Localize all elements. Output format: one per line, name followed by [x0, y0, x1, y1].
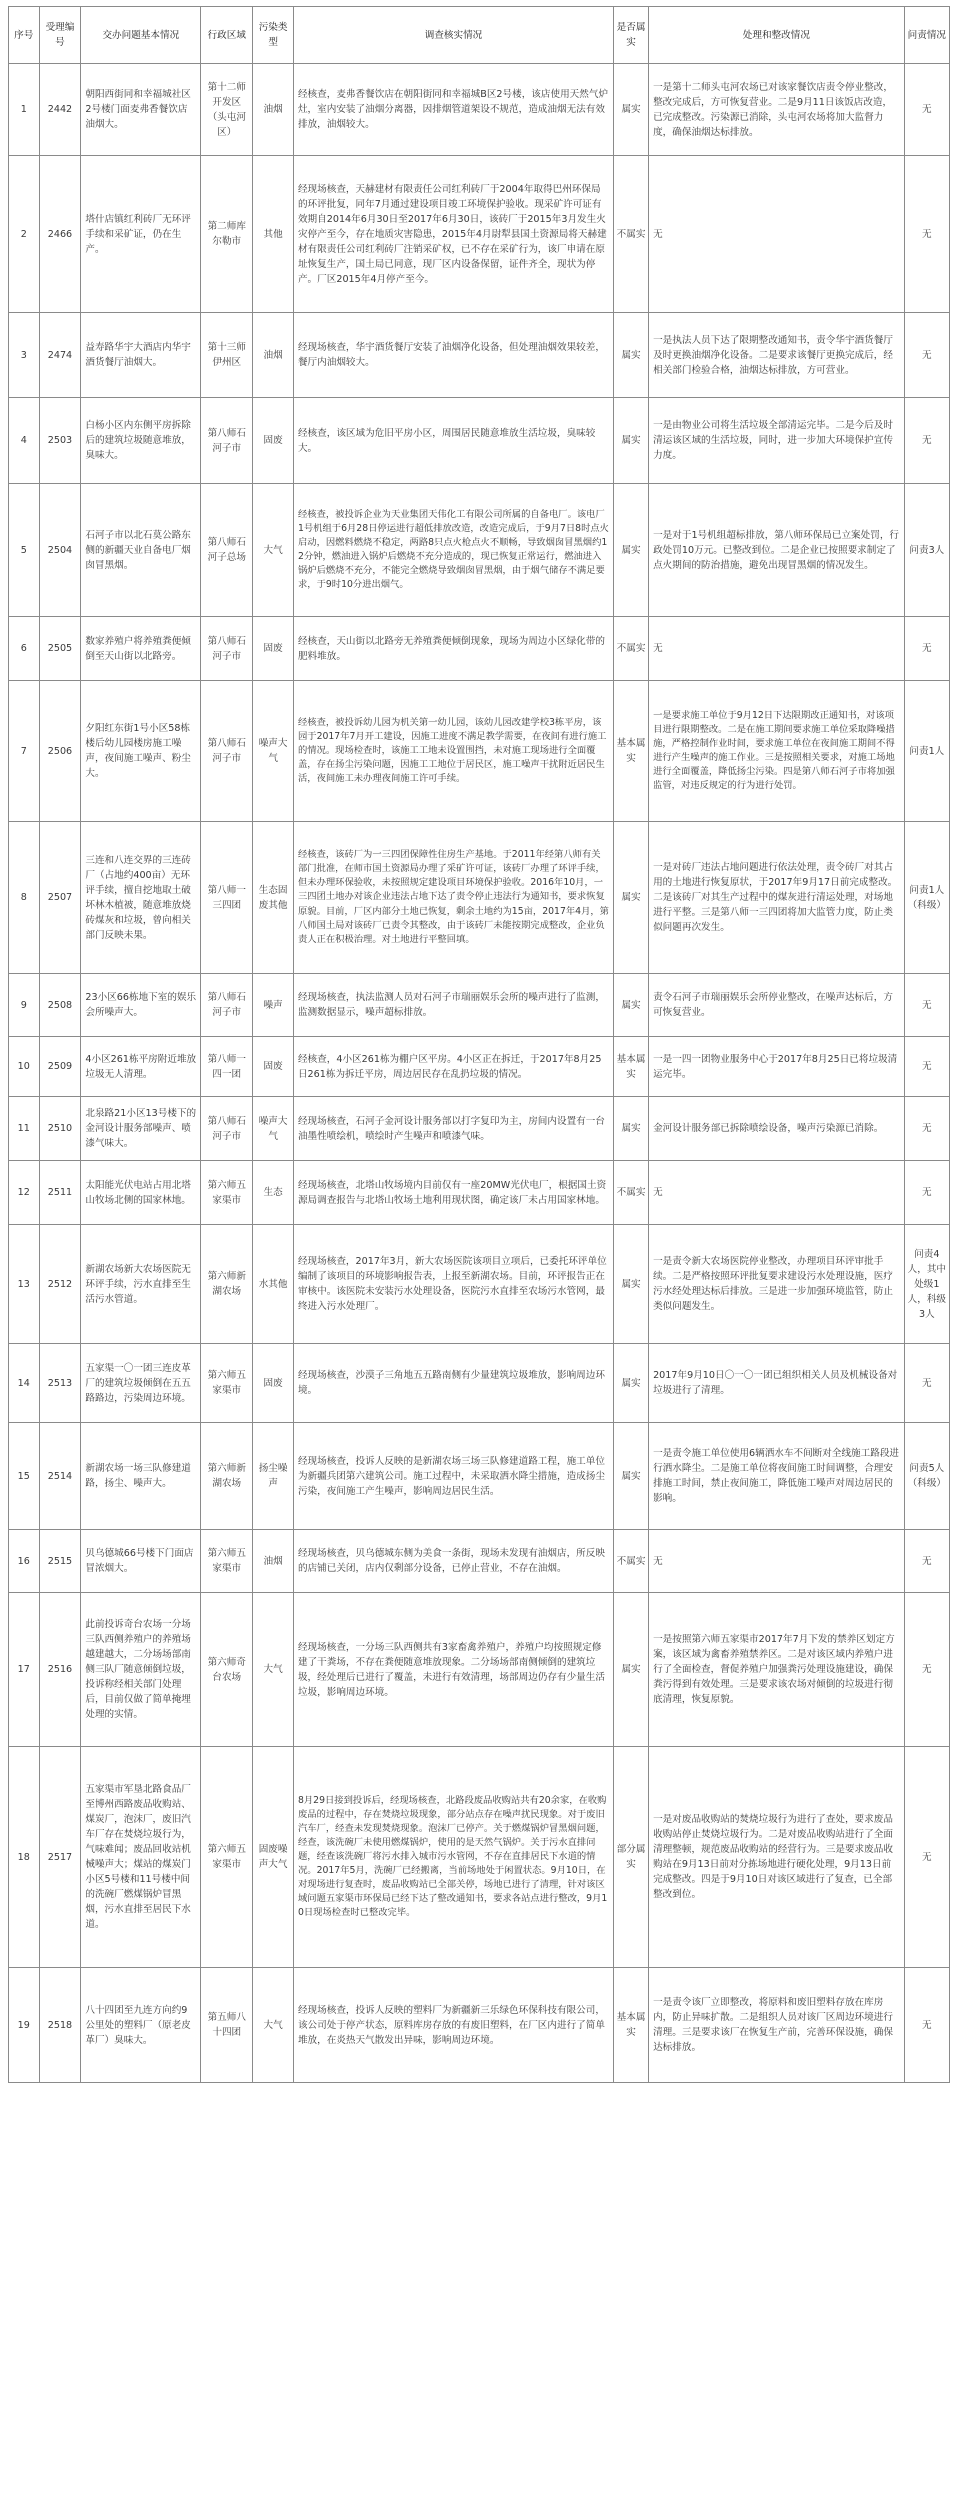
cell-id: 2509	[39, 1037, 81, 1097]
cell-id: 2442	[39, 64, 81, 156]
cell-handling: 一是第十二师头屯河农场已对该家餐饮店责令停业整改，整改完成后，方可恢复营业。二是9月11日该饭店改造，已完成整改。污染源已消除，头屯河农场将加大监督力度，确保油烟达标排放。	[649, 64, 905, 156]
cell-type: 噪声	[253, 974, 294, 1037]
cell-issue: 太阳能光伏电站占用北塔山牧场北侧的国家林地。	[81, 1161, 201, 1225]
cell-id: 2513	[39, 1344, 81, 1423]
table-row	[9, 1097, 950, 1161]
header-id: 受理编号	[39, 7, 81, 64]
table-row	[9, 1747, 950, 1968]
cell-region: 第六师五家渠市	[201, 1530, 253, 1593]
cell-issue: 数家养殖户将养殖粪便倾倒至天山街以北路旁。	[81, 617, 201, 681]
cell-id: 2507	[39, 822, 81, 974]
cell-no: 15	[9, 1423, 40, 1530]
cell-handling: 一是对于1号机组超标排放，第八师环保局已立案处罚，行政处罚10万元。已整改到位。二是企业已按照要求制定了点火期间的防治措施，避免出现冒黑烟的情况发生。	[649, 484, 905, 617]
cell-id: 2466	[39, 156, 81, 313]
table-row	[9, 974, 950, 1037]
cell-id: 2516	[39, 1593, 81, 1747]
cell-investigation: 经现场核查，执法监测人员对石河子市瑞丽娱乐会所的噪声进行了监测，监测数据显示，噪声超标排放。	[293, 974, 613, 1037]
table-row	[9, 1593, 950, 1747]
cell-verified: 属实	[614, 398, 649, 484]
cell-handling: 责令石河子市瑞丽娱乐会所停业整改，在噪声达标后，方可恢复营业。	[649, 974, 905, 1037]
cell-no: 11	[9, 1097, 40, 1161]
cell-verified: 部分属实	[614, 1747, 649, 1968]
cell-region: 第六师新湖农场	[201, 1423, 253, 1530]
cell-verified: 不属实	[614, 1530, 649, 1593]
cell-no: 18	[9, 1747, 40, 1968]
cell-issue: 北泉路21小区13号楼下的金河设计服务部噪声、喷漆气味大。	[81, 1097, 201, 1161]
table-row	[9, 1161, 950, 1225]
cell-investigation: 经现场核查，投诉人反映的是新湖农场三场三队修建道路工程，施工单位为新疆兵团第六建筑公司。施工过程中，未采取洒水降尘措施，造成扬尘污染，夜间施工产生噪声，影响周边居民生活。	[293, 1423, 613, 1530]
cell-region: 第八师石河子市	[201, 398, 253, 484]
cell-type: 生态固废其他	[253, 822, 294, 974]
cell-type: 噪声大气	[253, 1097, 294, 1161]
cell-investigation: 经现场核查，沙漠子三角地五五路南侧有少量建筑垃圾堆放，影响周边环境。	[293, 1344, 613, 1423]
cell-no: 4	[9, 398, 40, 484]
cell-issue: 23小区66栋地下室的娱乐会所噪声大。	[81, 974, 201, 1037]
cell-id: 2512	[39, 1225, 81, 1344]
cell-no: 12	[9, 1161, 40, 1225]
cell-no: 9	[9, 974, 40, 1037]
cell-handling: 金河设计服务部已拆除喷绘设备，噪声污染源已消除。	[649, 1097, 905, 1161]
cell-verified: 基本属实	[614, 1037, 649, 1097]
cell-type: 大气	[253, 1968, 294, 2083]
cell-investigation: 经核查，被投诉企业为天业集团天伟化工有限公司所属的自备电厂。该电厂1号机组于6月28日停运进行超低排放改造，改造完成后，于9月7日8时点火启动，因燃料燃烧不稳定，两路8只点火枪点火不顺畅，导致烟囱冒黑烟约12分钟，燃油进入锅炉后燃烧不充分造成的，现已恢复正常运行，燃油进入锅炉后燃烧不充分，不能完全燃烧导致烟囱冒黑烟，由于烟气储存不满足要求，于9时10分进出烟气。	[293, 484, 613, 617]
cell-issue: 4小区261栋平房附近堆放垃圾无人清理。	[81, 1037, 201, 1097]
cell-handling: 一是一四一团物业服务中心于2017年8月25日已将垃圾清运完毕。	[649, 1037, 905, 1097]
cell-region: 第六师五家渠市	[201, 1344, 253, 1423]
table-row	[9, 64, 950, 156]
header-verified: 是否属实	[614, 7, 649, 64]
cell-no: 10	[9, 1037, 40, 1097]
cell-accountability: 问责3人	[904, 484, 949, 617]
cell-region: 第八师石河子市	[201, 1097, 253, 1161]
cell-no: 1	[9, 64, 40, 156]
cell-accountability: 无	[904, 617, 949, 681]
cell-region: 第六师奇台农场	[201, 1593, 253, 1747]
cell-verified: 属实	[614, 1593, 649, 1747]
cell-type: 大气	[253, 1593, 294, 1747]
cell-id: 2510	[39, 1097, 81, 1161]
cell-region: 第八师石河子市	[201, 974, 253, 1037]
cell-type: 油烟	[253, 1530, 294, 1593]
cell-accountability: 无	[904, 156, 949, 313]
cell-accountability: 无	[904, 1593, 949, 1747]
cell-issue: 石河子市以北石莫公路东侧的新疆天业自备电厂烟囱冒黑烟。	[81, 484, 201, 617]
cell-region: 第二师库尔勒市	[201, 156, 253, 313]
cell-id: 2515	[39, 1530, 81, 1593]
cell-type: 大气	[253, 484, 294, 617]
cell-id: 2508	[39, 974, 81, 1037]
cell-handling: 一是对废品收购站的焚烧垃圾行为进行了查处，要求废品收购站停止焚烧垃圾行为。二是对废品收购站进行了全面清理整顿，规范废品收购站的经营行为。三是要求废品收购站在9月13日前对分拣场地进行硬化处理，9月13日前完成整改。四是于9月10日对该区域进行了复查，已全部整改到位。	[649, 1747, 905, 1968]
header-region: 行政区域	[201, 7, 253, 64]
cell-handling: 一是对砖厂违法占地问题进行依法处理，责令砖厂对其占用的土地进行恢复原状，于2017年9月17日前完成整改。二是该砖厂对其生产过程中的煤灰进行清运处理，对场地进行平整。三是第八师一三四团将加大监管力度，防止类似问题再次发生。	[649, 822, 905, 974]
cell-no: 16	[9, 1530, 40, 1593]
cell-investigation: 经现场核查，贝乌德城东侧为美食一条街，现场未发现有油烟店，所反映的店铺已关闭，店内仅剩部分设备，已停止营业，不存在油烟。	[293, 1530, 613, 1593]
cell-investigation: 经核查，该砖厂为一三四团保障性住房生产基地。于2011年经第八师有关部门批准，在师市国土资源局办理了采矿许可证，该砖厂办理了环评手续，但未办理环保验收，未按照规定建设项目环境保护验收。2016年10月，一三四团土地办对该企业违法占地下达了责令停止违法行为通知书，要求恢复原貌。目前，厂区内部分土地已恢复，剩余土地约为15亩，2017年4月，第八师国土局对该砖厂已责令其整改，由于该砖厂未能按期完成整改，企业负责人正在积极治理。对土地进行平整回填。	[293, 822, 613, 974]
table-header-row	[9, 7, 950, 64]
cell-issue: 塔什店镇红利砖厂无环评手续和采矿证，仍在生产。	[81, 156, 201, 313]
cell-investigation: 经核查，天山街以北路旁无养殖粪便倾倒现象，现场为周边小区绿化带的肥料堆放。	[293, 617, 613, 681]
cell-investigation: 经核查，4小区261栋为棚户区平房。4小区正在拆迁，于2017年8月25日261栋为拆迁平房，周边居民存在乱扔垃圾的情况。	[293, 1037, 613, 1097]
cell-no: 7	[9, 681, 40, 822]
cell-investigation: 经现场核查，投诉人反映的塑料厂为新疆新三乐绿色环保科技有限公司，该公司处于停产状态，原料库房存放的有废旧塑料，在厂区内进行了简单堆放，在炎热天气散发出异味，影响周边环境。	[293, 1968, 613, 2083]
header-no: 序号	[9, 7, 40, 64]
cell-verified: 不属实	[614, 1161, 649, 1225]
cell-verified: 属实	[614, 313, 649, 398]
cell-verified: 基本属实	[614, 1968, 649, 2083]
table-row	[9, 617, 950, 681]
cell-investigation: 经核查，该区域为危旧平房小区，周围居民随意堆放生活垃圾，臭味较大。	[293, 398, 613, 484]
cell-verified: 属实	[614, 1344, 649, 1423]
table-row	[9, 1968, 950, 2083]
cell-type: 生态	[253, 1161, 294, 1225]
cell-accountability: 无	[904, 1344, 949, 1423]
table-row	[9, 1037, 950, 1097]
cell-accountability: 无	[904, 1037, 949, 1097]
cell-id: 2504	[39, 484, 81, 617]
cell-verified: 基本属实	[614, 681, 649, 822]
cell-issue: 贝乌德城66号楼下门面店冒浓烟大。	[81, 1530, 201, 1593]
cell-region: 第八师一三四团	[201, 822, 253, 974]
cell-type: 油烟	[253, 313, 294, 398]
cell-accountability: 无	[904, 1097, 949, 1161]
header-issue: 交办问题基本情况	[81, 7, 201, 64]
cell-region: 第八师一四一团	[201, 1037, 253, 1097]
cell-issue: 益寿路华宇大酒店内华宇酒货餐厅油烟大。	[81, 313, 201, 398]
cell-issue: 夕阳红东街1号小区58栋楼后幼儿园楼房施工噪声，夜间施工噪声、粉尘大。	[81, 681, 201, 822]
cell-handling: 无	[649, 617, 905, 681]
cell-region: 第六师五家渠市	[201, 1161, 253, 1225]
cell-accountability: 问责5人（科级）	[904, 1423, 949, 1530]
header-type: 污染类型	[253, 7, 294, 64]
cell-verified: 属实	[614, 1423, 649, 1530]
cell-verified: 属实	[614, 822, 649, 974]
cell-id: 2506	[39, 681, 81, 822]
cell-accountability: 无	[904, 1968, 949, 2083]
table-row	[9, 822, 950, 974]
cell-type: 固废	[253, 617, 294, 681]
cell-accountability: 无	[904, 1747, 949, 1968]
header-accountability: 问责情况	[904, 7, 949, 64]
cell-id: 2503	[39, 398, 81, 484]
cell-id: 2514	[39, 1423, 81, 1530]
cell-type: 扬尘噪声	[253, 1423, 294, 1530]
cell-handling: 一是责令该厂立即整改，将原料和废旧塑料存放在库房内，防止异味扩散。二是组织人员对该厂区周边环境进行清理。三是要求该厂在恢复生产前，完善环保设施，确保达标排放。	[649, 1968, 905, 2083]
table-row	[9, 313, 950, 398]
cell-region: 第六师五家渠市	[201, 1747, 253, 1968]
cell-verified: 属实	[614, 484, 649, 617]
cell-region: 第八师石河子市	[201, 681, 253, 822]
table-row	[9, 1225, 950, 1344]
cell-no: 17	[9, 1593, 40, 1747]
cell-investigation: 8月29日接到投诉后，经现场核查，北路段废品收购站共有20余家，在收购废品的过程中，存在焚烧垃圾现象，部分站点存在噪声扰民现象。对于废旧汽车厂，经查未发现焚烧现象。泡沫厂已停产。关于燃煤锅炉冒黑烟问题，经查，该洗碗厂未使用燃煤锅炉，使用的是天然气锅炉。关于污水直排问题，经查该洗碗厂将污水排入城市污水管网，不存在直排居民下水道的情况。2017年5月，洗碗厂已经搬离，当前场地处于闲置状态。9月10日，在对现场进行复查时，废品收购站已全部关停，场地已进行了清理，针对该区域问题五家渠市环保局已经下达了整改通知书，要求各站点进行整改，9月10日现场检查时已整改完毕。	[293, 1747, 613, 1968]
cell-region: 第五师八十四团	[201, 1968, 253, 2083]
cell-type: 油烟	[253, 64, 294, 156]
cell-accountability: 无	[904, 313, 949, 398]
cell-issue: 此前投诉奇台农场一分场三队西侧养殖户的养殖场越建越大，二分场场部南侧三队厂随意倾倒垃圾，投诉称经相关部门处理后，目前仅做了简单掩埋处理的实情。	[81, 1593, 201, 1747]
cell-handling: 无	[649, 1161, 905, 1225]
table-row	[9, 681, 950, 822]
cell-region: 第十三师伊州区	[201, 313, 253, 398]
cell-investigation: 经现场核查，华宇酒货餐厅安装了油烟净化设备，但处理油烟效果较差，餐厅内油烟较大。	[293, 313, 613, 398]
cell-type: 水其他	[253, 1225, 294, 1344]
cell-handling: 一是按照第六师五家渠市2017年7月下发的禁养区划定方案，该区域为禽畜养殖禁养区。二是对该区域内养殖户进行了全面检查，督促养殖户加强粪污处理设施建设，确保粪污得到有效处理。三是要求该农场对倾倒的垃圾进行彻底清理，恢复原貌。	[649, 1593, 905, 1747]
cell-no: 14	[9, 1344, 40, 1423]
cell-type: 其他	[253, 156, 294, 313]
cell-handling: 一是执法人员下达了限期整改通知书，责令华宇酒货餐厅及时更换油烟净化设备。二是要求该餐厅更换完成后，经相关部门检验合格，油烟达标排放，方可营业。	[649, 313, 905, 398]
cell-no: 19	[9, 1968, 40, 2083]
cell-type: 噪声大气	[253, 681, 294, 822]
cell-investigation: 经现场核查，北塔山牧场境内目前仅有一座20MW光伏电厂，根据国土资源局调查报告与北塔山牧场土地利用现状图，确定该厂未占用国家林地。	[293, 1161, 613, 1225]
cell-id: 2505	[39, 617, 81, 681]
cell-no: 2	[9, 156, 40, 313]
cell-id: 2517	[39, 1747, 81, 1968]
cell-accountability: 问责1人（科级）	[904, 822, 949, 974]
cell-verified: 属实	[614, 64, 649, 156]
cell-region: 第八师石河子市	[201, 617, 253, 681]
cell-investigation: 经现场核查，一分场三队西侧共有3家畜禽养殖户，养殖户均按照规定修建了干粪场，不存在粪便随意堆放现象。二分场场部南侧倾倒的建筑垃圾，经处理后已进行了覆盖，未进行有效清理，场部周边仍存有少量生活垃圾，影响周边环境。	[293, 1593, 613, 1747]
cell-type: 固废	[253, 1037, 294, 1097]
cell-region: 第八师石河子总场	[201, 484, 253, 617]
table-row	[9, 1423, 950, 1530]
cell-region: 第十二师开发区（头屯河区）	[201, 64, 253, 156]
cell-accountability: 无	[904, 1530, 949, 1593]
cell-issue: 白杨小区内东侧平房拆除后的建筑垃圾随意堆放，臭味大。	[81, 398, 201, 484]
cell-handling: 一是由物业公司将生活垃圾全部清运完毕。二是今后及时清运该区域的生活垃圾，同时，进一步加大环境保护宣传力度。	[649, 398, 905, 484]
cell-no: 8	[9, 822, 40, 974]
cell-no: 6	[9, 617, 40, 681]
cell-verified: 不属实	[614, 156, 649, 313]
cell-investigation: 经核查，被投诉幼儿园为机关第一幼儿园，该幼儿园改建学校3栋平房，该园于2017年7月开工建设，因施工进度不满足教学需要，在夜间有进行施工的情况。现场检查时，该施工工地未设置围挡，未对施工现场进行全面覆盖，存在扬尘污染问题，因施工工地位于居民区，施工噪声干扰附近居民生活，夜间施工未办理夜间施工许可手续。	[293, 681, 613, 822]
cell-no: 5	[9, 484, 40, 617]
cell-accountability: 无	[904, 1161, 949, 1225]
cell-id: 2511	[39, 1161, 81, 1225]
cell-issue: 五家渠市军垦北路食品厂至博州西路废品收购站、煤炭厂，泡沫厂，废旧汽车厂存在焚烧垃圾行为，气味难闻；废品回收站机械噪声大；煤站的煤炭门小区5号楼和11号楼中间的洗碗厂燃煤锅炉冒黑烟，污水直排至居民下水道。	[81, 1747, 201, 1968]
cell-handling: 无	[649, 156, 905, 313]
cell-investigation: 经现场核查，石河子金河设计服务部以打字复印为主，房间内设置有一台油墨性喷绘机，喷绘时产生噪声和喷漆气味。	[293, 1097, 613, 1161]
cell-handling: 一是责令新大农场医院停业整改，办理项目环评审批手续。二是严格按照环评批复要求建设污水处理设施，医疗污水经处理达标后排放。三是进一步加强环境监管，防止类似问题发生。	[649, 1225, 905, 1344]
cell-type: 固废	[253, 398, 294, 484]
cell-accountability: 无	[904, 398, 949, 484]
cell-accountability: 无	[904, 974, 949, 1037]
cell-verified: 属实	[614, 974, 649, 1037]
table-row	[9, 1344, 950, 1423]
table-row	[9, 1530, 950, 1593]
cell-verified: 属实	[614, 1097, 649, 1161]
header-handling: 处理和整改情况	[649, 7, 905, 64]
cell-no: 13	[9, 1225, 40, 1344]
table-row	[9, 484, 950, 617]
cell-handling: 一是要求施工单位于9月12日下达限期改正通知书，对该项目进行限期整改。二是在施工期间要求施工单位采取降噪措施，严格控制作业时间，要求施工单位在夜间施工期间不得进行产生噪声的施工作业。三是按照相关要求，对施工场地进行全面覆盖，降低扬尘污染。四是第八师石河子市将加强监管，对违反规定的行为进行处罚。	[649, 681, 905, 822]
cell-issue: 五家渠一〇一团三连皮革厂的建筑垃圾倾倒在五五路路边，污染周边环境。	[81, 1344, 201, 1423]
cell-investigation: 经现场核查，2017年3月，新大农场医院该项目立项后，已委托环评单位编制了该项目的环境影响报告表，上报至新湖农场。目前，环评报告正在审核中。该医院未安装污水处理设备，医院污水直排至农场污水管网，最终进入污水处理厂。	[293, 1225, 613, 1344]
cell-issue: 新湖农场新大农场医院无环评手续，污水直排至生活污水管道。	[81, 1225, 201, 1344]
cell-issue: 新湖农场一场三队修建道路，扬尘、噪声大。	[81, 1423, 201, 1530]
table-row	[9, 156, 950, 313]
cell-handling: 一是责令施工单位使用6辆洒水车不间断对全线施工路段进行洒水降尘。二是施工单位将夜间施工时间调整，合理安排施工时间，禁止夜间施工，降低施工噪声对周边居民的影响。	[649, 1423, 905, 1530]
cell-issue: 八十四团至九连方向约9公里处的塑料厂（原老皮革厂）臭味大。	[81, 1968, 201, 2083]
cell-verified: 属实	[614, 1225, 649, 1344]
cell-investigation: 经核查，麦弗香餐饮店在朝阳街同和幸福城B区2号楼，该店使用天然气炉灶，室内安装了油烟分离器，因排烟管道架设不规范，造成油烟无法有效排放，油烟较大。	[293, 64, 613, 156]
cell-no: 3	[9, 313, 40, 398]
cell-id: 2474	[39, 313, 81, 398]
cell-handling: 无	[649, 1530, 905, 1593]
cell-type: 固废噪声大气	[253, 1747, 294, 1968]
header-investigation: 调查核实情况	[293, 7, 613, 64]
cell-verified: 不属实	[614, 617, 649, 681]
cell-investigation: 经现场核查，天赫建材有限责任公司红利砖厂于2004年取得巴州环保局的环评批复，同年7月通过建设项目竣工环境保护验收。现采矿许可证有效期自2014年6月30日至2017年6月30日，该砖厂于2015年3月发生火灾停产至今，存在地质灾害隐患，2015年4月尉犁县国土资源局将天赫建材有限责任公司红利砖厂注销采矿权，已不存在采矿行为，该厂申请在原址恢复生产，国土局已同意，现厂区内设备保留，证件齐全，现状为停产。厂区2015年4月停产至今。	[293, 156, 613, 313]
petition-table	[8, 6, 950, 2083]
cell-handling: 2017年9月10日〇一〇一团已组织相关人员及机械设备对垃圾进行了清理。	[649, 1344, 905, 1423]
cell-id: 2518	[39, 1968, 81, 2083]
table-row	[9, 398, 950, 484]
cell-accountability: 问责1人	[904, 681, 949, 822]
cell-issue: 三连和八连交界的三连砖厂（占地约400亩）无环评手续，擅自挖地取土破坏林木植被，随意堆放烧砖煤灰和垃圾，曾向相关部门反映未果。	[81, 822, 201, 974]
cell-accountability: 无	[904, 64, 949, 156]
cell-type: 固废	[253, 1344, 294, 1423]
cell-region: 第六师新湖农场	[201, 1225, 253, 1344]
cell-issue: 朝阳西街同和幸福城社区2号楼门面麦弗香餐饮店油烟大。	[81, 64, 201, 156]
cell-accountability: 问责4人，其中处级1人，科级3人	[904, 1225, 949, 1344]
